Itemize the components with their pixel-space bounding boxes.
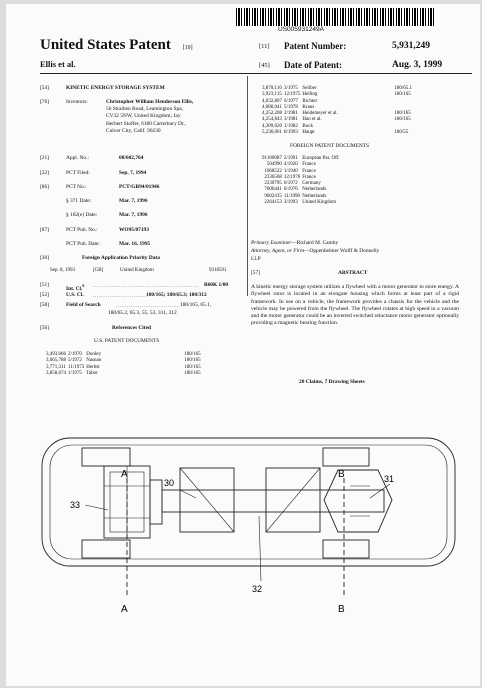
table-row: 3,923,115 12/1975 Helling 180/165: [262, 92, 411, 98]
references-cited-title: References Cited: [112, 325, 151, 331]
gearbox: [150, 480, 162, 524]
table-row: 5,236,061 8/1993 Haupt 180/55: [262, 130, 409, 136]
foreign-docs-title: FOREIGN PATENT DOCUMENTS: [290, 143, 370, 149]
table-row: 3,665,788 5/1972 Nasnan 180/165: [46, 358, 201, 364]
inventor-line: Culver City, Calif. 90230: [106, 127, 161, 134]
wheel-front-left: [82, 448, 130, 466]
table-row: 3,493,066 2/1970 Dooley 180/165: [46, 352, 201, 357]
patent-number-ref: [11]: [259, 43, 270, 50]
patent-number-label: Patent Number:: [284, 41, 347, 51]
reference-numeral-33: 33: [70, 500, 81, 510]
dot-leader: ...................................: [116, 303, 181, 309]
title-ref: [19]: [182, 45, 193, 51]
inventor-line: Christopher William Henderson Ellis,: [106, 99, 194, 105]
table-row: 4,252,208 2/1981 Heidemeyer et al. 180/165: [262, 111, 411, 117]
claims-summary: 20 Claims, 7 Drawing Sheets: [299, 379, 365, 385]
inventor-line: Herbert Stoffer, 6180 Carterbury Dr.,: [106, 120, 187, 127]
s102-date: Mar. 7, 1996: [119, 212, 148, 218]
examiner-line: Primary Examiner—Richard M. Camby: [251, 240, 339, 246]
field-86-ref: [86]: [40, 184, 49, 190]
wheel-front-right: [323, 448, 369, 466]
section-label-a-bottom: A: [121, 604, 128, 615]
patent-date: Aug. 3, 1999: [392, 60, 443, 70]
table-row: 4,088,041 5/1978 Kraus: [262, 104, 315, 110]
s371-label: § 371 Date:: [66, 198, 92, 204]
barcode-number: US005931249A: [278, 26, 324, 33]
table-row: 4,254,843 3/1981 Han et al. 180/165: [262, 117, 411, 123]
pct-no-label: PCT No.:: [66, 184, 87, 190]
field-of-search-label: Field of Search: [66, 302, 101, 308]
dot-leader: .........................................................: [93, 283, 199, 289]
priority-country: United Kingdom: [120, 268, 154, 273]
us-cl: 180/165; 180/65.3; 180/312: [146, 292, 207, 298]
table-row: 2230795 6/1972 Germany: [264, 181, 321, 187]
priority-date: Sep. 8, 1993: [50, 268, 75, 273]
priority-country-code: [GB]: [93, 268, 104, 273]
pct-pub-no-label: PCT Pub. No.:: [66, 227, 98, 233]
pct-pub-no: WO95/07193: [119, 227, 149, 233]
document-title: United States Patent [19]: [40, 37, 193, 53]
us-cl-label: U.S. Cl.: [66, 292, 84, 298]
table-row: 91100087 2/1991 European Pat. Off.: [262, 156, 340, 161]
field-87-ref: [87]: [40, 227, 49, 233]
abstract-title: ABSTRACT: [338, 270, 368, 276]
table-row: 2336568 12/1976 France: [264, 174, 316, 180]
reference-numeral-32: 32: [252, 584, 263, 594]
pct-filed-label: PCT Filed:: [66, 170, 90, 176]
field-22-ref: [22]: [40, 170, 49, 176]
attorney-line2: LLP: [251, 256, 261, 262]
patent-number: 5,931,249: [392, 41, 430, 51]
priority-number: 9318591: [209, 268, 227, 273]
section-label-a-top: A: [121, 469, 128, 480]
pct-filed: Sep. 7, 1994: [119, 170, 147, 176]
int-cl-label: Int. Cl.$^6$: [66, 283, 85, 292]
inventors-short: Ellis et al.: [40, 59, 76, 69]
field-52-ref: [52]: [40, 292, 49, 298]
field-54-ref: [54]: [40, 85, 49, 91]
field-58-ref: [58]: [40, 302, 49, 308]
s102-label: § 102(e) Date:: [66, 212, 98, 218]
field-of-search-line2: 180/65.2, 65.3, 55, 53, 311, 312: [108, 310, 177, 316]
table-row: 504990 4/1920 France: [266, 162, 316, 168]
flywheel-housing: [162, 490, 384, 512]
pct-pub-date: Mar. 16, 1995: [119, 241, 151, 247]
dot-leader: ..............................: [93, 293, 149, 299]
priority-title: Foreign Application Priority Data: [82, 255, 160, 261]
int-cl: B60K 1/00: [204, 282, 229, 288]
wheel-rear-right: [323, 540, 369, 558]
s371-date: Mar. 7, 1996: [119, 198, 148, 204]
invention-title: KINETIC ENERGY STORAGE SYSTEM: [66, 85, 165, 91]
field-51-ref: [51]: [40, 282, 49, 288]
table-row: 9002415 11/1990 Netherlands: [264, 193, 327, 199]
section-label-b-bottom: B: [338, 604, 345, 615]
table-row: 3,771,311 11/1973 Herbst 180/165: [46, 364, 201, 370]
field-56-ref: [56]: [40, 325, 49, 331]
date-label: Date of Patent:: [284, 60, 342, 70]
table-row: 3,858,674 1/1975 Tabor 180/165: [46, 370, 201, 376]
us-docs-title: U.S. PATENT DOCUMENTS: [94, 338, 160, 344]
table-row: 3,870,116 3/1975 Seliber 180/65.1: [262, 86, 413, 91]
reference-numeral-31: 31: [384, 474, 395, 484]
section-label-b-top: B: [338, 469, 345, 480]
wheel-rear-left: [82, 540, 130, 558]
vehicle-inner-outline: [50, 445, 447, 559]
int-cl-superscript: 6: [82, 283, 85, 288]
table-row: 2264153 3/1993 United Kingdom: [264, 200, 336, 206]
rear-unit: [324, 470, 395, 532]
pct-pub-date-label: PCT Pub. Date:: [66, 241, 100, 247]
table-row: 7606441 6/1976 Netherlands: [264, 187, 327, 193]
field-of-search: 180/165, 65.1,: [180, 302, 212, 308]
field-57-ref: [57]: [251, 270, 260, 276]
attorney-line: Attorney, Agent, or Firm—Oppenheimer Wolff & Donnelly: [251, 248, 380, 254]
inventor-line: 56 Straiben Road, Leamington Spa,: [106, 106, 183, 113]
field-30-ref: [30]: [40, 255, 49, 261]
table-row: 1068522 1/1940 France: [264, 168, 316, 174]
table-row: 4,032,807 6/1977 Richter: [262, 98, 318, 104]
date-ref: [45]: [259, 62, 270, 69]
field-76-ref: [76]: [40, 99, 49, 105]
table-row: 4,309,620 1/1982 Bock: [262, 123, 313, 129]
pct-no: PCT/GB94/01946: [119, 184, 160, 190]
appl-no: 08/602,764: [119, 155, 144, 161]
abstract-text: A kinetic energy storage system utilizes a flywheel with a motor generator to store energy. A flywheel rotor is located in an elongate housing which forms at least part of a rigid framework. In use on a vehicle, the framework provides a chassis for the vehicle and the vehicle may be powered from the flywheel. The flywheel rotates at high speed in a vacuum and the motor generator could be an inverted switched reluctance motor generator optionally providing a magnetic bearing function.: [251, 284, 459, 327]
field-21-ref: [21]: [40, 155, 49, 161]
inventors-label: Inventors:: [66, 99, 88, 105]
appl-no-label: Appl. No.:: [66, 155, 89, 161]
inventor-line: CV32 5NW, United Kingdom; Jay: [106, 113, 181, 120]
reference-numeral-30: 30: [164, 478, 175, 488]
